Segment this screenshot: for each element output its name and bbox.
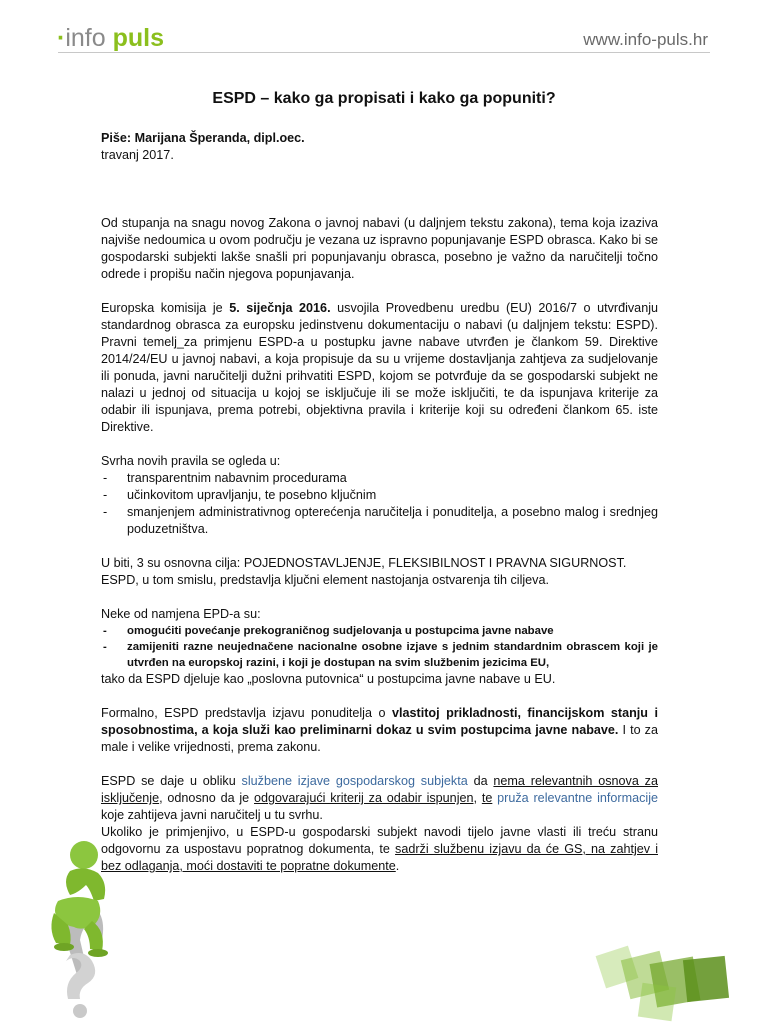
logo-dot: · xyxy=(57,24,66,52)
list-item xyxy=(101,470,658,487)
list-item xyxy=(101,504,658,538)
header-divider xyxy=(58,52,710,53)
document-body xyxy=(101,130,658,875)
oblik-text: . xyxy=(395,859,400,873)
oblik-text: , xyxy=(473,791,482,805)
oblik-paragraph xyxy=(101,773,658,875)
highlight-text: službene izjave gospodarskog subjekta xyxy=(241,774,468,788)
info-puls-logo xyxy=(57,24,164,52)
document-title: ESPD – kako ga propisati i kako ga popuniti? xyxy=(212,90,556,107)
list-item-text: učinkovitom upravljanju, te posebno ključnim xyxy=(127,488,377,502)
directive-paragraph xyxy=(101,300,658,436)
goals-list: POJEDNOSTAVLJENJE, FLEKSIBILNOST I PRAVNA SIGURNOST. xyxy=(243,556,627,570)
dash-bullet: - xyxy=(103,471,108,485)
svrha-intro: Svrha novih pravila se ogleda u: xyxy=(101,454,281,468)
thinking-figure-illustration xyxy=(40,835,130,1020)
decorative-squares xyxy=(585,930,735,1024)
goals-paragraph xyxy=(101,555,658,589)
formalno-bold: vlastitoj prikladnosti, financijskom stanju i sposobnostima, a koja služi kao preliminarni dokaz u svim postupcima javne nabave. xyxy=(101,706,658,737)
underlined-text: nema relevantnih osnova za isključenje xyxy=(101,774,658,805)
namjene-list xyxy=(101,623,658,671)
dash-bullet: - xyxy=(103,488,108,502)
website-url: www.info-puls.hr xyxy=(583,30,708,49)
intro-paragraph: Od stupanja na snagu novog Zakona o javnoj nabavi (u daljnjem tekstu zakona), tema koja izaziva najviše nedoumica u ovom području je vezana uz ispravno popunjavanje ESPD obrasca. Kako bi se gospodarski subjekti lakše snašli pri popunjavanju obrasca, posebno je važno da naručitelji točno odrede i propišu način njegova popunjavanja. xyxy=(101,216,658,281)
dash-bullet: - xyxy=(103,505,108,519)
date-line: travanj 2017. xyxy=(101,148,174,162)
directive-date: 5. siječnja 2016. xyxy=(229,301,331,315)
directive-text-cont: usvojila Provedbenu uredbu (EU) 2016/7 o utvrđivanju standardnog obrasca za europsku jedinstvenu dokumentaciju o nabavi (u daljnjem tekstu: ESPD). Pravni temelj_za primjenu ESPD-a u postupku javne nabave utvrđen je člankom 59. Direktive 2014/24/EU u javnoj nabavi, a koja propisuje da su u vrijeme dostavljanja zahtjeva za sudjelovanje ili ponuda, javni naručitelji dužni prihvatiti ESPD, kojom se potvrđuje da se gospodarski subjekt ne nalazi u jednoj od situacija u kojoj se isključuje ili se može isključiti, te da ispunjava kriterije za odabir ili ispunjava, prema potrebi, objektivna pravila i kriterije koji su određeni člankom 65. iste Direktive. xyxy=(101,301,658,434)
list-item-text: smanjenjem administrativnog opterećenja naručitelja i ponuditelja, a posebno malog i srednjeg poduzetništva. xyxy=(127,505,658,536)
formalno-text: Formalno, ESPD predstavlja izjavu ponuditelja o xyxy=(101,706,392,720)
namjene-outro: tako da ESPD djeluje kao „poslovna putovnica“ u postupcima javne nabave u EU. xyxy=(101,672,556,686)
directive-text: Europska komisija je xyxy=(101,301,230,315)
goals-text: U biti, 3 su osnovna cilja: xyxy=(101,556,244,570)
list-item-text: omogućiti povećanje prekograničnog sudjelovanja u postupcima javne nabave xyxy=(127,625,554,637)
oblik-text: koje zahtijeva javni naručitelj u tu svrhu. xyxy=(101,808,323,822)
author-line: Piše: Marijana Šperanda, dipl.oec. xyxy=(101,131,305,145)
svrha-list xyxy=(101,470,658,538)
underlined-text: te xyxy=(481,791,493,805)
namjene-intro: Neke od namjena EPD-a su: xyxy=(101,607,261,621)
list-item xyxy=(101,639,658,671)
oblik-text: da xyxy=(467,774,494,788)
underlined-text: sadrži službenu izjavu da će GS, na zahtjev i bez odlaganja, moći dostaviti te popratne dokumente xyxy=(101,842,658,873)
formalno-text-cont: I to za male i velike vrijednosti, prema zakonu. xyxy=(101,723,658,754)
list-item xyxy=(101,623,658,639)
highlight-text: pruža relevantne informacije xyxy=(497,791,659,805)
dash-bullet: - xyxy=(103,625,107,637)
list-item-text: zamijeniti razne neujednačene nacionalne osobne izjave s jednim standardnim obrascem koji je utvrđen na europskoj razini, i koji je dostupan na svim službenim jezicima EU, xyxy=(127,641,658,669)
logo-puls-text: puls xyxy=(112,24,164,52)
dash-bullet: - xyxy=(103,641,107,653)
page-header xyxy=(0,0,768,56)
oblik-text: ESPD se daje u obliku xyxy=(101,774,242,788)
list-item xyxy=(101,487,658,504)
list-item-text: transparentnim nabavnim procedurama xyxy=(127,471,347,485)
oblik-text: , odnosno da je xyxy=(159,791,255,805)
oblik-text: Ukoliko je primjenjivo, u ESPD-u gospodarski subjekt navodi tijelo javne vlasti ili treću stranu odgovornu za uspostavu popratnog dokumenta, te xyxy=(101,825,658,856)
formalno-paragraph xyxy=(101,705,658,756)
goals-text-cont: ESPD, u tom smislu, predstavlja ključni element nastojanja ostvarenja tih ciljeva. xyxy=(101,573,549,587)
underlined-text: odgovarajući kriterij za odabir ispunjen xyxy=(254,791,474,805)
logo-info-text: info xyxy=(65,24,106,52)
